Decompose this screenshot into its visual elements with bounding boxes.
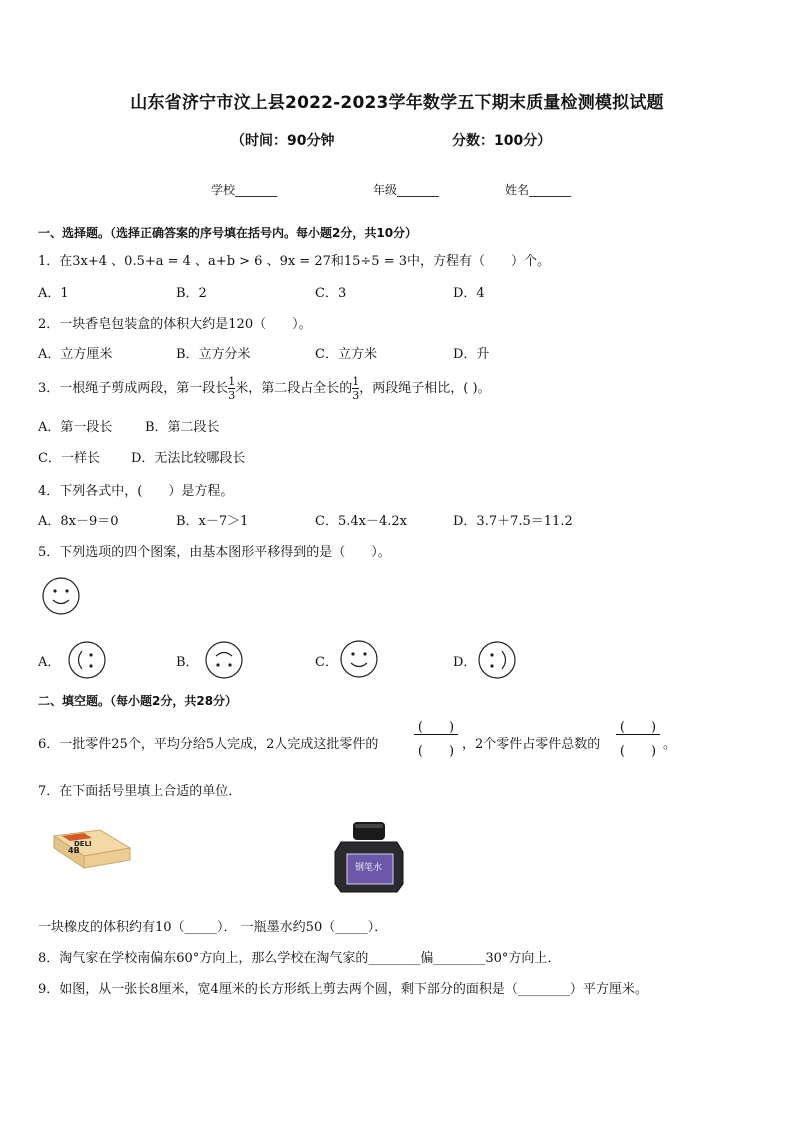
question-4-option-b: B．x－7＞1: [176, 514, 249, 529]
question-1-option-b: B．2: [176, 286, 207, 301]
fraction-denominator: 3: [228, 389, 236, 402]
question-2-option-a: A．立方厘米: [38, 347, 113, 362]
question-3-option-a: A．第一段长: [38, 420, 113, 435]
base-smiley-figure: [40, 575, 82, 617]
question-1-option-d: D．4: [453, 286, 485, 301]
question-3-option-d: D．无法比较哪段长: [131, 451, 246, 466]
grade-field: 年级_______: [373, 183, 440, 197]
fraction-denominator: 3: [352, 389, 360, 402]
question-2-stem: 2．一块香皂包装盒的体积大约是120（ ）。: [38, 317, 312, 332]
question-3-option-c: C．一样长: [38, 451, 100, 466]
option-c-smiley: [338, 638, 380, 680]
question-4-option-c: C．5.4x－4.2x: [315, 514, 407, 529]
question-5-option-c: C．: [315, 655, 338, 670]
question-1-stem: 1．在3x+4 、0.5+a = 4 、a+b > 6 、9x = 27和15÷5 = 3中，方程有（ ）个。: [38, 254, 551, 269]
school-field: 学校_______: [211, 183, 278, 197]
question-2-option-d: D．升: [453, 347, 490, 362]
option-d-rotated-smiley: [476, 639, 518, 681]
question-5-option-b: B．: [176, 655, 199, 670]
question-4-stem: 4．下列各式中，( ）是方程。: [38, 484, 234, 499]
blank-denominator: ( ): [417, 744, 455, 759]
question-2-option-c: C．立方米: [315, 347, 377, 362]
blank-denominator: ( ): [619, 744, 657, 759]
question-8-stem: 8．淘气家在学校南偏东60°方向上，那么学校在淘气家的________偏________30°方向上．: [38, 951, 561, 966]
question-3-text-a: 3．一根绳子剪成两段，第一段长: [38, 381, 229, 396]
question-5-stem: 5．下列选项的四个图案，由基本图形平移得到的是（ ）。: [38, 545, 391, 560]
eraser-brand-text: DELI: [74, 840, 92, 848]
option-b-upside-down-smiley: [203, 639, 245, 681]
question-7-stem: 7．在下面括号里填上合适的单位．: [38, 784, 242, 799]
exam-time: （时间：90分钟: [231, 133, 335, 149]
question-6-text-c: 。: [663, 737, 677, 752]
answer-fraction-blank-2[interactable]: [616, 716, 660, 762]
answer-fraction-blank-1[interactable]: [414, 716, 458, 762]
ink-bottle-image: [331, 818, 407, 896]
question-3-text-c: ，两段绳子相比，( )。: [359, 381, 491, 396]
question-1-option-c: C．3: [315, 286, 347, 301]
name-field: 姓名_______: [505, 183, 572, 197]
exam-title: 山东省济宁市汶上县2022-2023学年数学五下期末质量检测模拟试题: [130, 93, 664, 113]
fraction-numerator: 1: [228, 375, 236, 388]
question-1-option-a: A．1: [38, 286, 69, 301]
option-a-rotated-smiley: [66, 639, 108, 681]
question-5-option-a: A．: [38, 655, 61, 670]
question-3-stem: [38, 373, 491, 405]
question-4-option-d: D．3.7＋7.5＝11.2: [453, 514, 573, 529]
section-heading-fill-in: 二、填空题。（每小题2分，共28分）: [38, 694, 238, 708]
blank-numerator: ( ): [619, 720, 657, 735]
question-9-stem: 9．如图，从一张长8厘米，宽4厘米的长方形纸上剪去两个圆，剩下部分的面积是（________）平方厘米。: [38, 982, 648, 997]
question-3-option-b: B．第二段长: [145, 420, 220, 435]
blank-numerator: ( ): [417, 720, 455, 735]
question-4-option-a: A．8x－9＝0: [38, 514, 119, 529]
exam-score: 分数：100分）: [452, 133, 552, 149]
question-6-text-a: 6．一批零件25个，平均分给5人完成，2人完成这批零件的: [38, 737, 379, 752]
question-2-option-b: B．立方分米: [176, 347, 251, 362]
question-3-text-b: 米，第二段占全长的: [235, 381, 353, 396]
question-5-option-d: D．: [453, 655, 477, 670]
question-6-text-b: ，2个零件占零件总数的: [462, 737, 601, 752]
fraction-numerator: 1: [352, 375, 360, 388]
ink-label-text: 钢笔水: [355, 863, 383, 873]
section-heading-choice: 一、选择题。（选择正确答案的序号填在括号内。每小题2分，共10分）: [38, 226, 418, 240]
eraser-grade-text: 4B: [68, 846, 80, 855]
question-7-answer-line: 一块橡皮的体积约有10（_____）． 一瓶墨水约50（_____）．: [38, 920, 388, 935]
eraser-image: [44, 826, 136, 876]
